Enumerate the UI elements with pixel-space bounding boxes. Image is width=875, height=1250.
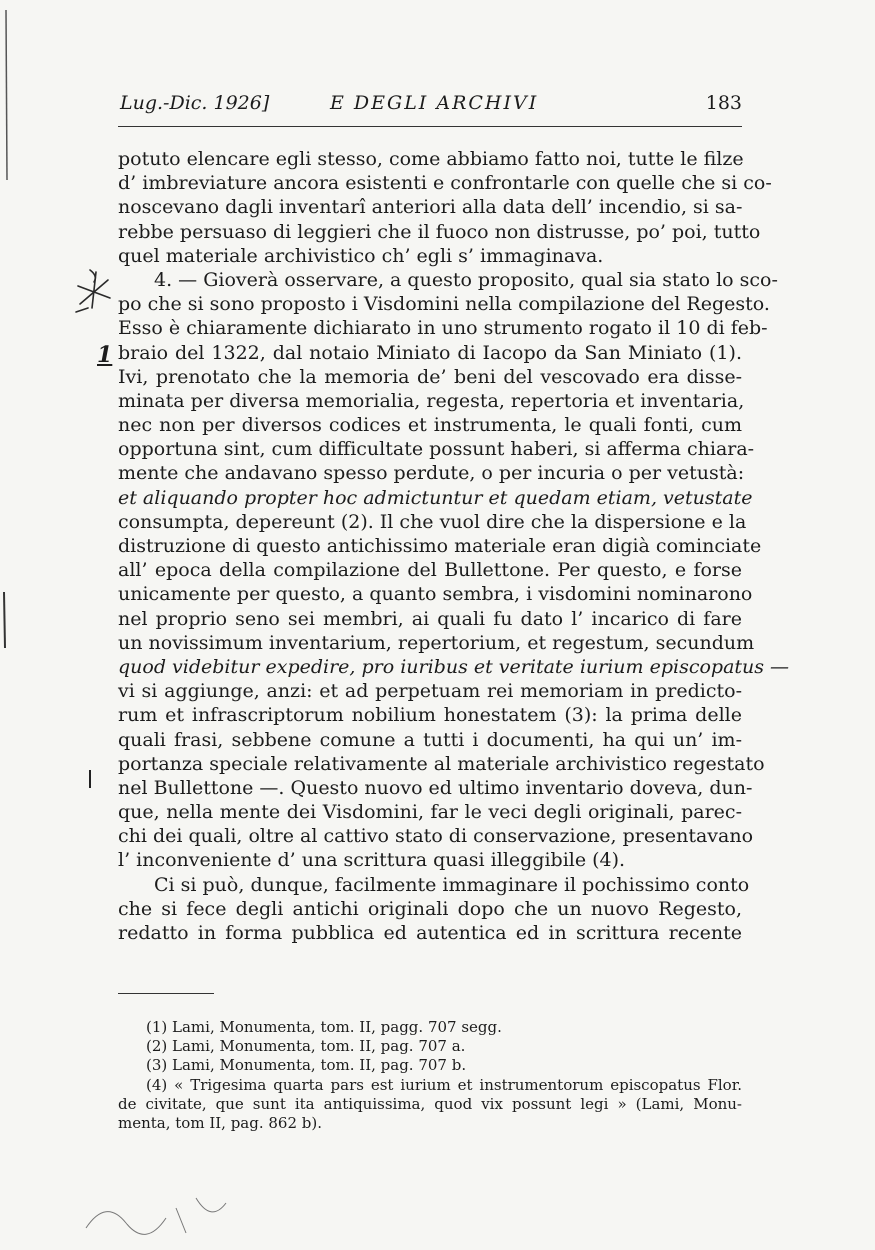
text-line: distruzione di questo antichissimo materiale eran digià cominciate	[118, 535, 762, 557]
text-line: Esso è chiaramente dichiarato in uno strumento rogato il 10 di feb-	[118, 317, 768, 340]
text-line: quod videbitur expedire, pro iuribus et veritate iurium episcopatus —	[118, 655, 790, 678]
text-line: noscevano dagli inventarî anteriori alla data dell’ incendio, si sa-	[118, 196, 743, 219]
footnote-continuation: menta, tom II, pag. 862 b).	[118, 1113, 323, 1132]
text-line: quali frasi, sebbene comune a tutti i documenti, ha qui un’ im-	[118, 728, 742, 751]
header-date-range: Lug.-Dic. 1926]	[120, 92, 270, 114]
text-line: et aliquando propter hoc admictuntur et quedam etiam, vetustate	[118, 486, 753, 509]
text-line: 4. — Gioverà osservare, a questo proposito, qual sia stato lo sco-	[154, 268, 778, 291]
text-line: l’ inconveniente d’ una scrittura quasi illeggibile (4).	[118, 849, 626, 872]
footnote: (4) « Trigesima quarta pars est iurium et instrumentorum episcopatus Flor.	[146, 1075, 742, 1094]
footnote: (3) Lami, Monumenta, tom. II, pag. 707 b.	[146, 1056, 467, 1075]
text-line: quel materiale archivistico ch’ egli s’ immaginava.	[118, 244, 604, 267]
text-line: potuto elencare egli stesso, come abbiamo fatto noi, tutte le filze	[118, 148, 744, 170]
text-line: Ivi, prenotato che la memoria de’ beni del vescovado era disse-	[118, 365, 742, 388]
footnotes	[118, 1018, 742, 1133]
header-rule	[118, 126, 742, 127]
footnote-rule	[118, 993, 214, 994]
text-line: rebbe persuaso di leggieri che il fuoco non distrusse, po’ poi, tutto	[118, 220, 761, 243]
text-line: nec non per diversos codices et instrumenta, le quali fonti, cum	[118, 414, 742, 437]
text-line: Ci si può, dunque, facilmente immaginare il pochissimo conto	[154, 873, 750, 896]
text-line: que, nella mente dei Visdomini, far le veci degli originali, parec-	[118, 801, 742, 824]
text-line: d’ imbreviature ancora esistenti e confrontarle con quelle che si co-	[118, 172, 772, 195]
text-line: braio del 1322, dal notaio Miniato di Iacopo da San Miniato (1).	[118, 341, 742, 364]
margin-asterisk-mark	[68, 268, 118, 320]
text-line: mente che andavano spesso perdute, o per incuria o per vetustà:	[118, 462, 745, 485]
text-line: vi si aggiunge, anzi: et ad perpetuam rei memoriam in predicto-	[118, 680, 742, 703]
margin-tick-stroke	[86, 768, 94, 790]
running-header	[120, 92, 742, 122]
body-text	[118, 147, 790, 945]
text-line: consumpta, depereunt (2). Il che vuol dire che la dispersione e la	[118, 510, 747, 533]
text-line: un novissimum inventarium, repertorium, et regestum, secundum	[118, 631, 755, 654]
page-number: 183	[705, 92, 742, 114]
footnote: (1) Lami, Monumenta, tom. II, pagg. 707 segg.	[146, 1018, 502, 1036]
margin-vertical-stroke	[0, 0, 14, 190]
text-line: portanza speciale relativamente al materiale archivistico regestato	[118, 752, 765, 775]
margin-handwritten-numeral: 1	[97, 342, 113, 368]
text-line: po che si sono proposto i Visdomini nella compilazione del Regesto.	[118, 293, 770, 316]
bottom-scribble-mark	[76, 1178, 256, 1238]
text-line: nel proprio seno sei membri, ai quali fu dato l’ incarico di fare	[118, 607, 742, 630]
text-line: nel Bullettone —. Questo nuovo ed ultimo inventario doveva, dun-	[118, 776, 753, 799]
text-line: rum et infrascriptorum nobilium honestatem (3): la prima delle	[118, 704, 742, 727]
margin-bracket-stroke	[0, 590, 10, 650]
text-line: all’ epoca della compilazione del Bullettone. Per questo, e forse	[118, 559, 742, 582]
footnote-continuation: de civitate, que sunt ita antiquissima, quod vix possunt legi » (Lami, Monu-	[118, 1094, 742, 1113]
text-line: chi dei quali, oltre al cattivo stato di conservazione, presentavano	[118, 825, 754, 848]
text-line: opportuna sint, cum difficultate possunt haberi, si afferma chiara-	[118, 438, 755, 461]
text-line: redatto in forma pubblica ed autentica ed in scrittura recente	[118, 922, 742, 944]
text-line: unicamente per questo, a quanto sembra, i visdomini nominarono	[118, 583, 753, 606]
text-line: minata per diversa memorialia, regesta, repertoria et inventaria,	[118, 389, 745, 412]
text-line: che si fece degli antichi originali dopo che un nuovo Regesto,	[118, 897, 742, 920]
footnote: (2) Lami, Monumenta, tom. II, pag. 707 a.	[146, 1037, 466, 1056]
header-title: E DEGLI ARCHIVI	[330, 92, 539, 114]
